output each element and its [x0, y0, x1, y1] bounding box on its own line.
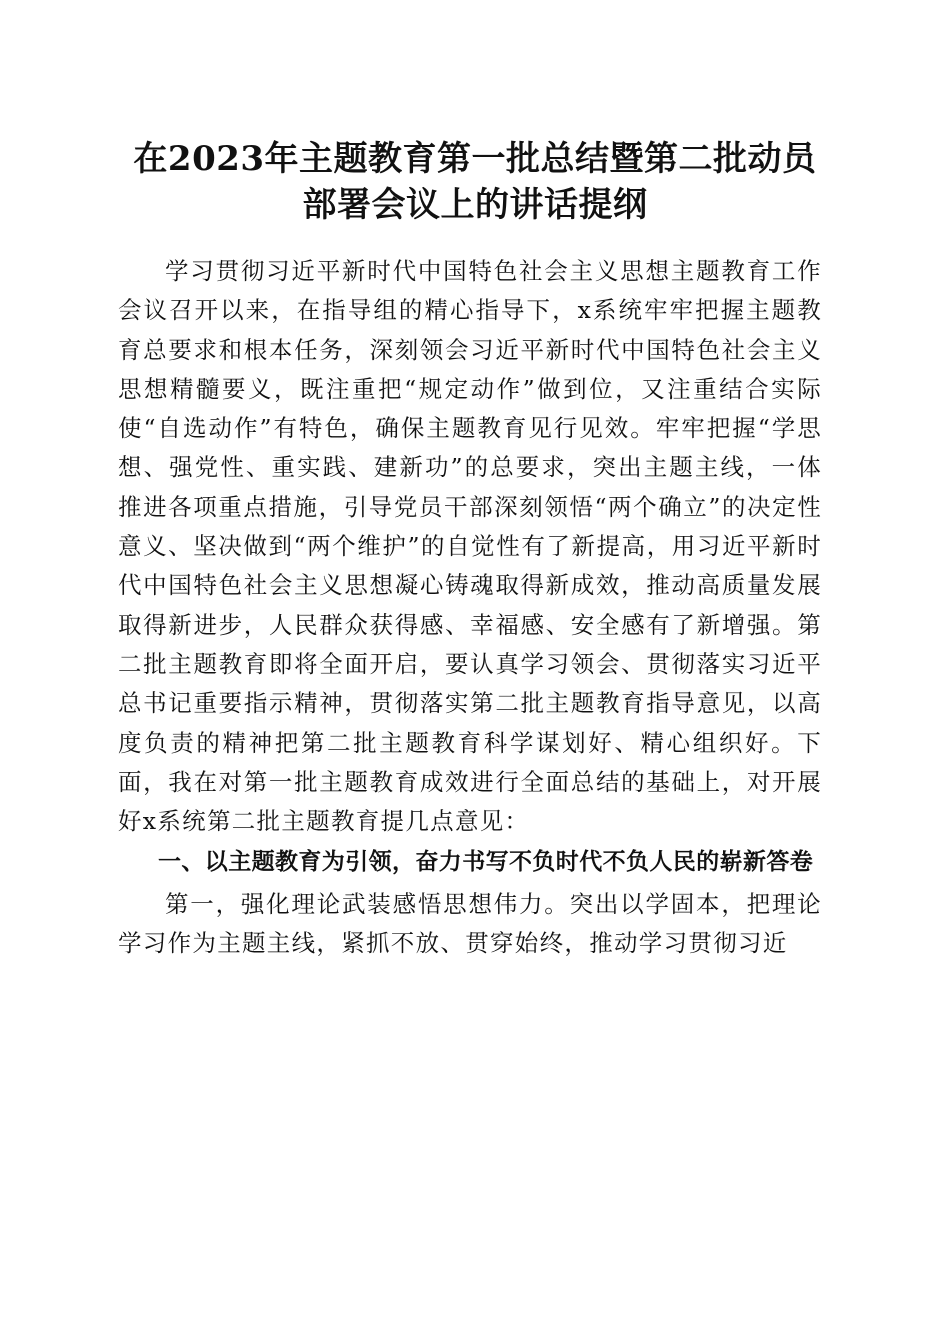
document-body	[118, 252, 822, 963]
section-paragraph-1: 第一，强化理论武装感悟思想伟力。突出以学固本，把理论学习作为主题主线，紧抓不放、贯穿始终，推动学习贯彻习近	[118, 889, 822, 958]
title-line-2: 部署会议上的讲话提纲	[302, 185, 648, 225]
intro-paragraph: 学习贯彻习近平新时代中国特色社会主义思想主题教育工作会议召开以来，在指导组的精心指导下，x系统牢牢把握主题教育总要求和根本任务，深刻领会习近平新时代中国特色社会主义思想精髓要义，既注重把“规定动作”做到位，又注重结合实际使“自选动作”有特色，确保主题教育见行见效。牢牢把握“学思想、强党性、重实践、建新功”的总要求，突出主题主线，一体推进各项重点措施，引导党员干部深刻领悟“两个确立”的决定性意义、坚决做到“两个维护”的自觉性有了新提高，用习近平新时代中国特色社会主义思想凝心铸魂取得新成效，推动高质量发展取得新进步，人民群众获得感、幸福感、安全感有了新增强。第二批主题教育即将全面开启，要认真学习领会、贯彻落实习近平总书记重要指示精神，贯彻落实第二批主题教育指导意见，以高度负责的精神把第二批主题教育科学谋划好、精心组织好。下面，我在对第一批主题教育成效进行全面总结的基础上，对开展好x系统第二批主题教育提几点意见：	[118, 257, 822, 836]
section-heading-1: 一、以主题教育为引领，奋力书写不负时代不负人民的崭新答卷	[158, 849, 814, 876]
document-title	[118, 136, 832, 228]
title-line-1: 在2023年主题教育第一批总结暨第二批动员	[133, 139, 817, 179]
